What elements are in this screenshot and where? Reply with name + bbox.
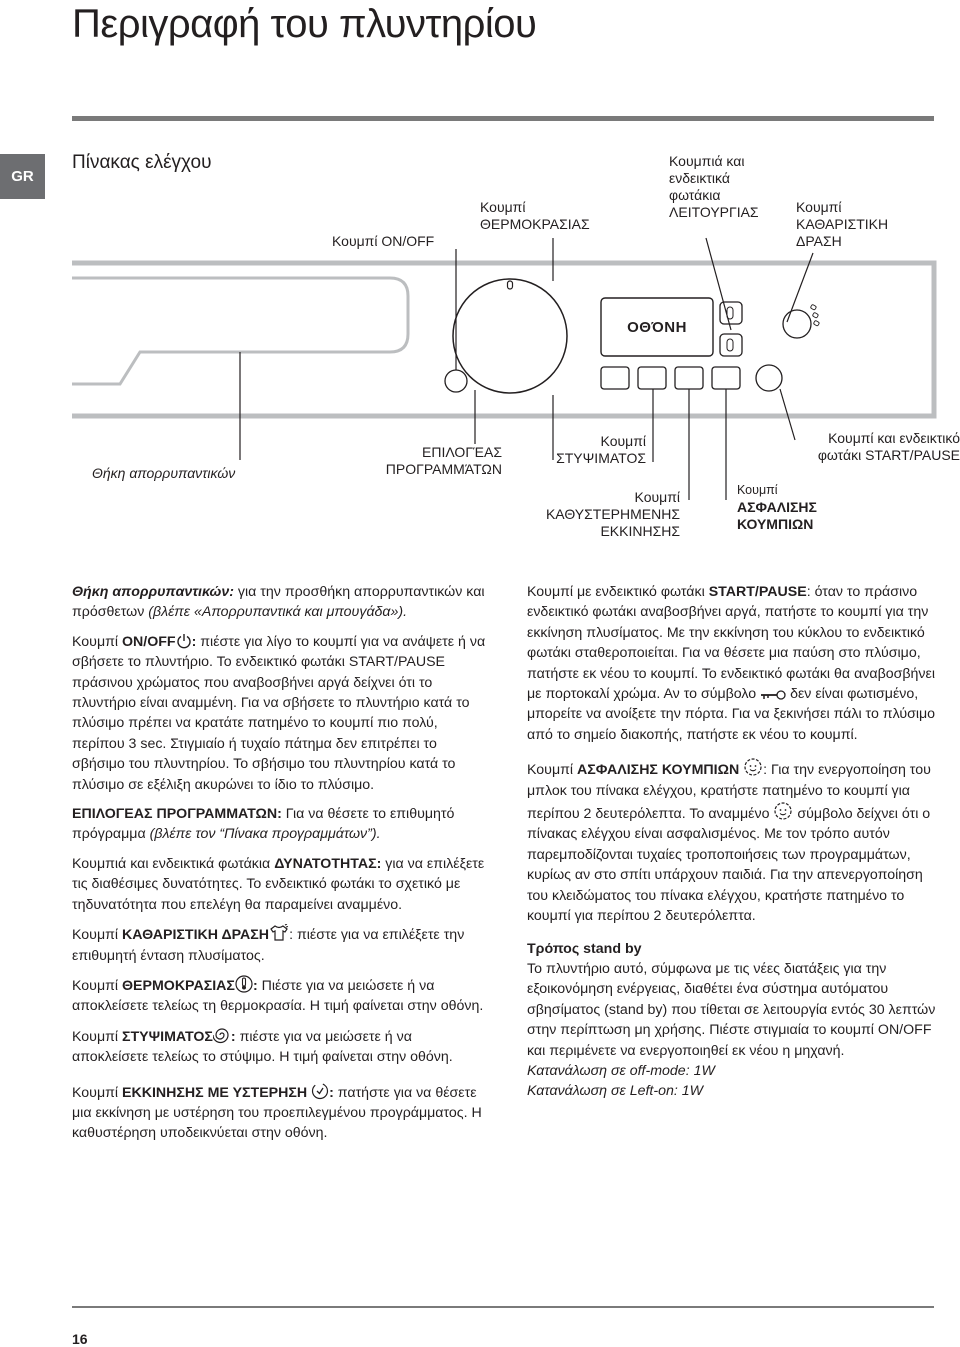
start-pause-button [756,365,782,391]
para-onoff [72,632,487,795]
language-tab: GR [0,154,45,199]
label-cleaning-line1: Κουμπί [796,199,842,215]
label-delay-line3: ΕΚΚΙΝΗΣΗΣ [600,523,680,539]
label-function-line1: Κουμπιά και [669,153,745,169]
start-text-2: δεν είναι φωτισμένο, μπορείτε να ανοίξετε την πόρτα. Για να ξεκινήσει πάλι το πλύσιμο από το σημείο διακοπής, πατήστε εκ νέου το κουμπί. [527,686,936,743]
spin-colon: : [230,1028,236,1045]
temp-colon: : [252,977,258,994]
page-number: 16 [72,1331,88,1347]
delay-colon: : [329,1084,334,1101]
para-key-lock [527,757,937,926]
delay-lead: Κουμπί [72,1084,122,1101]
label-lock-line3: ΚΟΥΜΠΙΩΝ [737,516,814,532]
lock-text-1: : Για την ενεργοποίηση του μπλοκ του πίνακα ελέγχου, κρατήστε πατημένο το κουμπί για περίπου 2 δευτερόλεπτα. Το αναμμένο [527,762,931,823]
label-selector-line2: ΠΡΟΓΡΑΜΜΆΤΩΝ [385,461,502,477]
display-label: ΟΘΌΝΗ [627,319,687,336]
para-temperature [72,975,487,1017]
prog-name: ΕΠΙΛΟΓΕΑΣ ΠΡΟΓΡΑΜΜΑΤΩΝ: [72,806,282,823]
footer-rule [72,1306,934,1308]
opt-name: ΔΥΝΑΤΟΤΗΤΑΣ: [274,855,382,872]
onoff-button [445,370,467,392]
right-column [527,582,937,1102]
label-start-line1: Κουμπί και ενδεικτικό [828,430,960,446]
temp-text: Πιέστε για να μειώσετε ή να αποκλείσετε τελείως τη θερμοκρασία. Η τιμή φαίνεται στην οθόνη. [72,977,484,1015]
clean-text: : πιέστε για να επιλέξετε την επιθυμητή ένταση πλυσίματος. [72,927,465,964]
temperature-button [601,367,629,389]
label-onoff: Κουμπί ON/OFF [332,233,435,249]
prog-text: Για να θέσετε το επιθυμητό πρόγραμμα [72,806,455,843]
label-start-line2: φωτάκι START/PAUSE [817,447,960,463]
start-name: START/PAUSE [708,584,807,600]
function-led-2 [727,339,733,351]
label-lock-line2: ΑΣΦΑΛΙΣΗΣ [737,499,817,515]
para-spin [72,1026,487,1068]
label-cleaning-line3: ΔΡΑΣΗ [796,233,842,249]
onoff-colon: : [191,633,197,650]
start-text-1: : όταν το πράσινο ενδεικτικό φωτάκι αναβοσβήνει αργά, πατήστε το κουμπί για την εκκίνηση πλυσίματος. Με την εκκίνηση του κύκλου το ενδεικτικό φωτάκι σταθεροποιείται. Για να θέσετε μια παύση στο πλύσιμο, πατήστε εκ νέου το κουμπί. Το ενδεικτικό φωτάκι θα αναβοσβήνει με πορτοκαλί χρώμα. Αν το σύμβολο [527,584,935,703]
standby-text: Το πλυντήριο αυτό, σύμφωνα με τις νέες διατάξεις για την εξοικονόμηση ενέργειας, διαθέτει ένα σύστημα αυτόματου σβησίματος (stand by) που τίθεται σε λειτουργία εντός 30 λεπτών στην περίπτωση μη χρήσης. Πιέστε στιγμιαία το κουμπί ON/OFF και περιμένετε να ενεργοποιηθεί εκ νέου η μηχανή. [527,960,936,1059]
lock-lead: Κουμπί [527,762,577,779]
label-program-selector [358,444,502,478]
power-icon [176,633,192,649]
lock-name: ΑΣΦΑΛΙΣΗΣ ΚΟΥΜΠΙΩΝ [577,762,740,779]
section-title: Πίνακας ελέγχου [72,152,212,173]
knob-indicator [508,281,513,289]
label-spin-line1: Κουμπί [600,433,646,449]
label-detergent-drawer: Θήκη απορρυπαντικών [92,465,236,481]
label-temperature-line1: Κουμπί [480,199,526,215]
spin-lead: Κουμπί [72,1028,122,1045]
label-cleaning-line2: ΚΑΘΑΡΙΣΤΙΚΗ [796,216,889,232]
child-lock-icon-inline [773,801,793,821]
offmode-consumption: Κατανάλωση σε off-mode: 1W [527,1062,715,1079]
start-lead: Κουμπί με ενδεικτικό φωτάκι [527,584,709,600]
delay-name: ΕΚΚΙΝΗΣΗΣ ΜΕ ΥΣΤΕΡΗΣΗ [122,1084,308,1101]
label-spin-button [500,433,646,467]
temp-lead: Κουμπί [72,977,122,994]
label-selector-line1: ΕΠΙΛΟΓΈΑΣ [422,444,502,460]
drawer-title: Θήκη απορρυπαντικών: [72,584,234,600]
lock-text-2: σύμβολο δείχνει ότι ο πίνακας ελέγχου είναι ασφαλισμένος. Με τον τρόπο αυτόν παρεμποδίζονται τυχαίες τροποποιήσεις των προγραμμάτων, κυρίως αν στο σπίτι υπάρχουν παιδιά. Για την απενεργοποίηση του κλειδώματος του πίνακα ελέγχου, κρατήστε πατημένο το κουμπί για περίπου 2 δευτερόλεπτα. [527,806,931,925]
para-options [72,854,487,915]
label-delay-start [500,489,680,540]
label-delay-line2: ΚΑΘΥΣΤΕΡΗΜΕΝΗΣ [545,506,680,522]
label-key-lock [737,482,817,533]
onoff-text: πιέστε για λίγο το κουμπί για να ανάψετε ή να σβήσετε το πλυντήριο. Το ενδεικτικό φωτάκι START/PAUSE πράσινου χρώματος που αναβοσβήνει αργά δείχνει ότι το πλυντήριο είναι αναμμένη. Για να σβήσετε το πλυντήριο κατά το πλύσιμο πρέπει να κρατάτε πατημένο το κουμπί πιο πολύ, περίπου 3 sec. Στιγμιαίο ή τυχαίο πάτημα δεν επιτρέπει το σβήσιμο του πλυντηρίου. Το σβήσιμο του πλυντηρίου κατά το πλύσιμο σε εξέλιξη ακυρώνει το ίδιο το πλύσιμο. [72,633,486,793]
spin-name: ΣΤΥΨΙΜΑΤΟΣ [122,1028,213,1045]
para-cleaning [72,924,487,966]
onoff-lead: Κουμπί [72,633,122,650]
label-function-line4: ΛΕΙΤΟΥΡΓΙΑΣ [669,204,759,220]
label-function-line2: ενδεικτικά [669,170,730,186]
temp-name: ΘΕΡΜΟΚΡΑΣΙΑΣ [122,977,235,994]
program-selector-knob [453,279,567,393]
cleaning-action-button [783,310,811,338]
spin-button [638,367,666,389]
delay-clock-icon [311,1082,329,1100]
drawer-text: για την προσθήκη απορρυπαντικών και πρόσθετων [72,584,485,621]
opt-lead: Κουμπιά και ενδεικτικά φωτάκια [72,855,275,872]
standby-title: Τρόπος stand by [527,940,642,957]
label-start-pause [778,430,960,464]
onoff-name: ON/OFF [122,633,176,650]
lefton-consumption: Κατανάλωση σε Left-on: 1W [527,1083,704,1100]
delay-text: πατήστε για να θέσετε μια εκκίνηση με υστέρηση του προεπιλεγμένου προγράμματος. Η καθυστέρηση υποδεικνύεται στην οθόνη. [72,1084,482,1142]
key-lock-button [712,367,740,389]
delay-start-button [675,367,703,389]
label-spin-line2: ΣΤΥΨΙΜΑΤΟΣ [556,450,646,466]
clean-name: ΚΑΘΑΡΙΣΤΙΚΗ ΔΡΑΣΗ [122,927,270,944]
label-temperature-line2: ΘΕΡΜΟΚΡΑΣΙΑΣ [480,216,590,232]
key-icon [760,689,786,701]
clean-lead: Κουμπί [72,927,122,944]
prog-ref: (βλέπε τον “Πίνακα προγραμμάτων”). [149,826,381,843]
spin-text: πιέστε για να μειώσετε ή να αποκλείσετε τελείως το στύψιμο. Η τιμή φαίνεται στην οθόνη. [72,1028,453,1066]
label-delay-line1: Κουμπί [634,489,680,505]
child-lock-icon [743,757,763,777]
opt-text: για να επιλέξετε τις διαθέσιμες δυνατότητες. Το ενδεικτικό φωτάκι το σχετικό με τηδυνατότητα που επελέγη θα παραμείνει αναμμένο. [72,855,485,913]
para-program-selector [72,804,487,845]
para-drawer [72,582,487,623]
page-title: Περιγραφή του πλυντηρίου [72,2,537,46]
para-standby [527,939,937,1102]
para-start-pause [527,582,937,745]
shirt-icon [269,924,289,942]
spin-icon [213,1026,231,1044]
drawer-ref: (βλέπε «Απορρυπαντικά και μπουγάδα»). [148,604,408,621]
label-function-line3: φωτάκια [669,187,721,203]
left-column [72,582,487,1153]
thermometer-icon [235,975,253,993]
para-delay [72,1082,487,1144]
label-lock-line1: Κουμπί [737,483,778,497]
